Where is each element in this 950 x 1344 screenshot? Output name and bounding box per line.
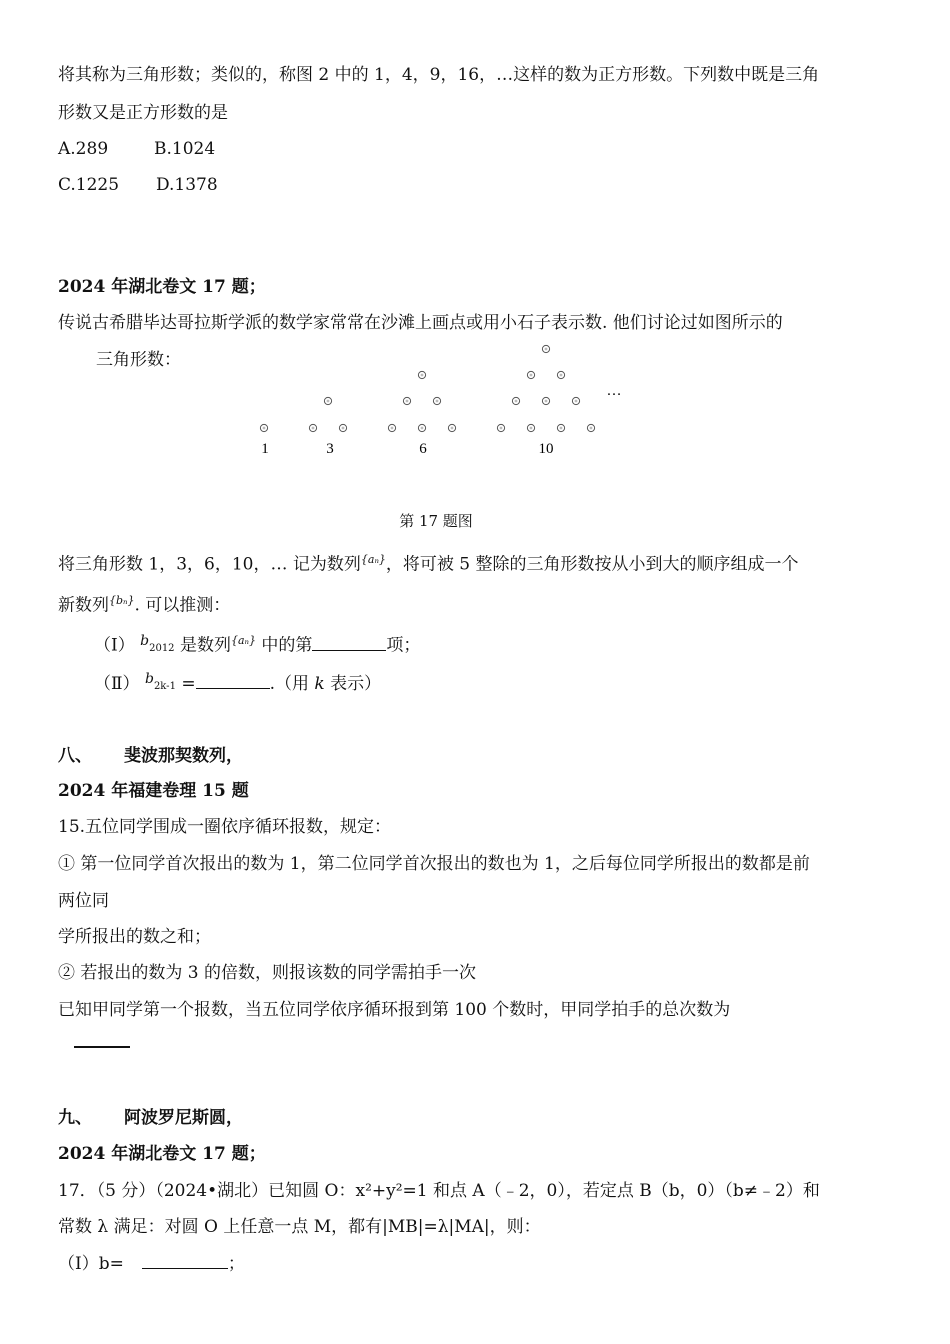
option-a: A.289: [58, 139, 109, 159]
figure-label: 6: [419, 441, 427, 457]
text-span: 表示）: [324, 674, 382, 694]
answer-blank[interactable]: [196, 672, 270, 689]
text-span: 项；: [386, 635, 421, 656]
problem-text-line: 形数又是正方形数的是: [58, 103, 228, 123]
text-span: 将三角形数 1，3，6，10，… 记为数列: [58, 554, 361, 575]
section-title: 斐波那契数列，: [124, 746, 243, 766]
part-i-line: [94, 630, 420, 664]
problem-text-line: 17．（5 分）（2024•湖北）已知圆 O：x²+y²=1 和点 A（﹣2，0），若定点 B（b，0）（b≠﹣2）和: [58, 1181, 820, 1201]
problem-text-line: 传说古希腊毕达哥拉斯学派的数学家常常在沙滩上画点或用小石子表示数. 他们讨论过如图所示的: [58, 313, 783, 333]
variable-b: b: [140, 632, 150, 649]
problem-text-line: [58, 549, 799, 576]
problem-text-line: 将其称为三角形数；类似的，称图 2 中的 1，4，9，16，…这样的数为正方形数。下列数中既是三角: [58, 65, 820, 85]
text-span: 中的第: [255, 635, 313, 656]
figure-ellipsis: …: [606, 383, 622, 399]
text-span: . 可以推测：: [134, 595, 231, 616]
text-span: 新数列: [58, 595, 109, 616]
problem-text-line: ① 第一位同学首次报出的数为 1，第二位同学首次报出的数也为 1，之后每位同学所报出的数都是前: [58, 854, 810, 874]
text-span: ，将可被 5 整除的三角形数按从小到大的顺序组成一个: [385, 554, 799, 575]
problem-text-line: 常数 λ 满足：对圆 O 上任意一点 M，都有|MB|=λ|MA|，则：: [58, 1217, 541, 1237]
answer-blank[interactable]: [142, 1252, 228, 1269]
part-label: （Ⅰ）: [94, 635, 135, 656]
text-span: =: [175, 674, 196, 694]
problem-heading: 2024 年湖北卷文 17 题；: [58, 277, 266, 297]
sequence-b-symbol: {bₙ}: [109, 594, 135, 607]
answer-blank[interactable]: [74, 1030, 130, 1048]
problem-heading: 2024 年湖北卷文 17 题；: [58, 1144, 266, 1164]
answer-blank[interactable]: [312, 634, 386, 651]
figure-label: 1: [261, 441, 269, 457]
problem-text-line: 两位同: [58, 891, 109, 911]
text-span: （Ⅰ）b=: [58, 1254, 124, 1274]
problem-text-line: 已知甲同学第一个报数，当五位同学依序循环报到第 100 个数时，甲同学拍手的总次数为: [58, 1000, 731, 1020]
part-ii-line: [94, 672, 381, 702]
figure-caption: 第 17 题图: [399, 512, 473, 530]
section-heading: [58, 1107, 243, 1129]
figure-label: 10: [538, 441, 554, 457]
option-b: B.1024: [154, 139, 216, 159]
sequence-a-symbol: {aₙ}: [360, 553, 386, 566]
problem-text-line: 三角形数：: [96, 350, 181, 370]
problem-text-line: 学所报出的数之和；: [58, 927, 211, 947]
problem-text-line: [58, 590, 230, 617]
figure-label: 3: [326, 441, 334, 457]
section-number: 九、: [58, 1108, 92, 1128]
problem-heading: 2024 年福建卷理 15 题: [58, 781, 249, 801]
option-d: D.1378: [156, 175, 218, 195]
text-span: 是数列: [174, 635, 231, 656]
section-heading: [58, 745, 243, 767]
part-i-line: [58, 1252, 245, 1275]
section-number: 八、: [58, 746, 92, 766]
variable-b: b: [144, 671, 154, 687]
answer-blank-line: [74, 1030, 130, 1054]
part-label: （Ⅱ）: [94, 674, 140, 694]
option-c: C.1225: [58, 175, 120, 195]
variable-k: k: [314, 674, 325, 694]
text-span: ；: [227, 1254, 245, 1274]
problem-text-line: ② 若报出的数为 3 的倍数，则报该数的同学需拍手一次: [58, 963, 477, 983]
sequence-a-symbol: {aₙ}: [230, 634, 256, 647]
subscript: 2012: [149, 643, 175, 655]
section-title: 阿波罗尼斯圆，: [124, 1108, 243, 1128]
text-span: .（用: [269, 674, 315, 694]
problem-text-line: 15.五位同学围成一圈依序循环报数，规定：: [58, 817, 392, 837]
subscript: 2k-1: [153, 681, 176, 693]
